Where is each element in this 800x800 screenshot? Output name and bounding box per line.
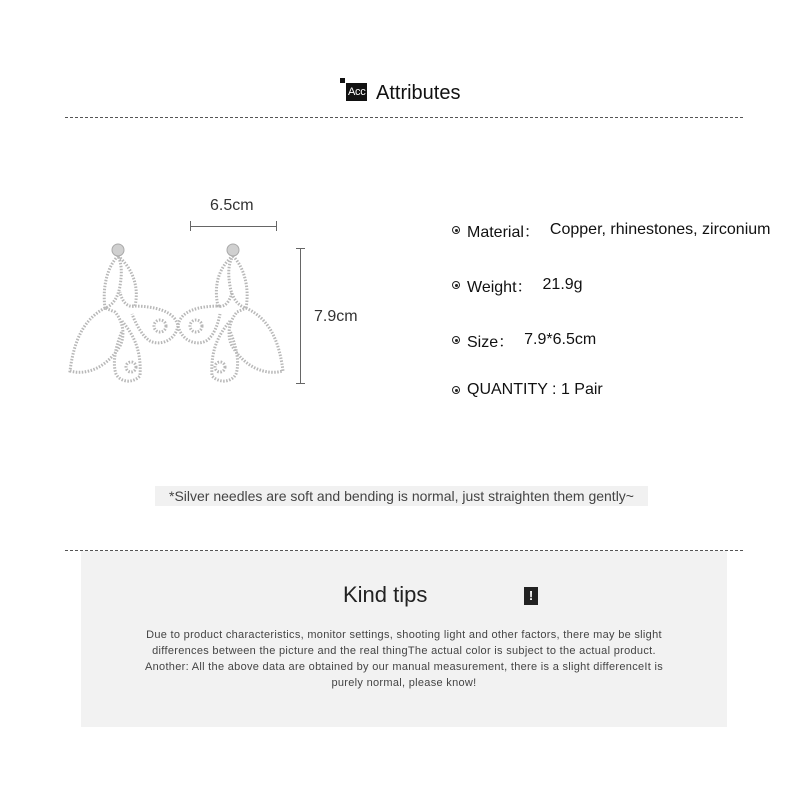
care-note: *Silver needles are soft and bending is normal, just straighten them gently~ [155, 486, 648, 506]
butterfly-earrings-image [60, 236, 300, 391]
height-label: 7.9cm [314, 308, 358, 325]
tips-line: Due to product characteristics, monitor settings, shooting light and other factors, there may be slight [146, 629, 662, 641]
kind-tips-panel [81, 551, 727, 727]
height-tick-bottom [296, 383, 305, 384]
tips-title: Kind tips [343, 582, 428, 607]
attr-value: 7.9*6.5cm [524, 331, 597, 348]
bullet-icon [452, 226, 460, 234]
bullet-icon [452, 281, 460, 289]
attr-key: Weight： [467, 278, 533, 296]
tips-line: differences between the picture and the real thingThe actual color is subject to the actual product. [152, 645, 656, 657]
attr-weight [452, 273, 583, 297]
divider-top [65, 117, 743, 118]
section-header [0, 78, 800, 108]
attr-key: Size： [467, 333, 515, 351]
bullet-icon [452, 386, 460, 394]
attr-key: QUANTITY : 1 Pair [467, 381, 603, 398]
header-dot [340, 78, 345, 83]
height-tick-top [296, 248, 305, 249]
attr-value: 21.9g [542, 276, 583, 293]
header-badge: Acc [346, 83, 367, 101]
height-line [300, 248, 301, 383]
attr-size [452, 328, 596, 352]
tips-body [121, 627, 687, 691]
width-tick-right [276, 221, 277, 231]
attr-quantity [452, 378, 613, 402]
width-line [190, 226, 276, 227]
attr-key: Material： [467, 223, 540, 241]
width-label: 6.5cm [210, 197, 254, 214]
width-tick-left [190, 221, 191, 231]
bullet-icon [452, 336, 460, 344]
tips-line: purely normal, please know! [331, 677, 477, 689]
attr-material [452, 218, 770, 242]
attr-value: Copper, rhinestones, zirconium [549, 221, 771, 238]
exclamation-icon: ! [524, 587, 538, 605]
tips-line: Another: All the above data are obtained by our manual measurement, there is a slight differenceIt is [144, 661, 664, 673]
page-title: Attributes [376, 82, 461, 104]
